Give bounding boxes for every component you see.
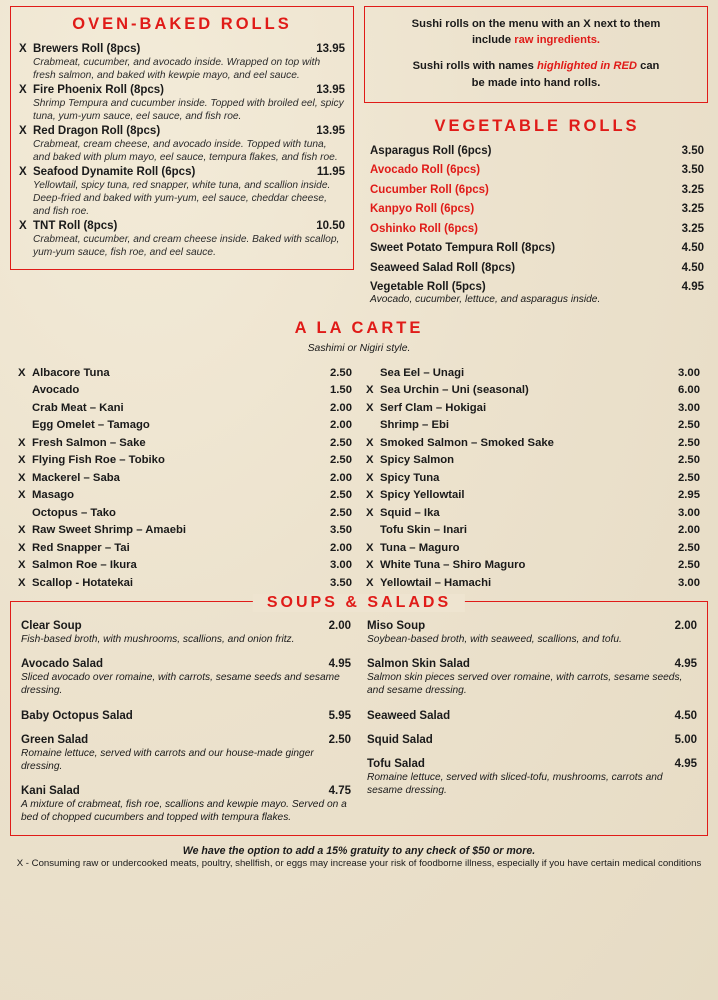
- item-name: Yellowtail – Hamachi: [380, 576, 492, 589]
- menu-item: [21, 785, 351, 825]
- item-price: 4.95: [674, 658, 697, 671]
- raw-marker: X: [18, 489, 26, 502]
- item-name: Salmon Roe – Ikura: [32, 559, 137, 572]
- item-name: Red Snapper – Tai: [32, 541, 130, 554]
- raw-marker: X: [18, 559, 26, 572]
- item-name: Serf Clam – Hokigai: [380, 401, 487, 414]
- item-price: 4.95: [674, 757, 697, 770]
- item-name: Avocado: [32, 384, 80, 397]
- item-price: 5.00: [674, 733, 697, 746]
- oven-baked-column: [10, 6, 354, 270]
- menu-item: [366, 437, 700, 449]
- menu-item: [367, 734, 697, 746]
- raw-marker: X: [366, 471, 374, 484]
- item-name: Squid – Ika: [380, 506, 440, 519]
- menu-item: [366, 367, 700, 379]
- item-name: Scallop - Hotatekai: [32, 576, 134, 589]
- a-la-carte-section: [10, 319, 708, 589]
- item-price: 4.95: [328, 658, 351, 671]
- item-price: 3.00: [678, 401, 700, 414]
- menu-item: [18, 384, 352, 396]
- menu-item: [366, 542, 700, 554]
- vegetable-rolls-section: [364, 117, 708, 306]
- item-price: 3.00: [330, 559, 352, 572]
- gratuity-note: We have the option to add a 15% gratuity to any check of $50 or more.: [182, 844, 536, 857]
- raw-marker: X: [18, 436, 26, 449]
- item-price: 2.50: [678, 559, 700, 572]
- item-name: Red Dragon Roll (8pcs): [33, 125, 161, 138]
- item-description: Crabmeat, cucumber, and cream cheese inside. Baked with scallop, yum-yum sauce, fish roe, and eel sauce.: [33, 234, 340, 259]
- item-price: 2.50: [678, 454, 700, 467]
- menu-item: [18, 472, 352, 484]
- item-description: Yellowtail, spicy tuna, red snapper, white tuna, and scallion inside. Deep-fried and baked with yum-yum, eel sauce, cheddar cheese, and fish roe.: [33, 180, 331, 218]
- notice-line-2: [377, 32, 695, 48]
- item-price: 4.50: [681, 242, 704, 255]
- item-price: 1.50: [330, 384, 352, 397]
- health-warning: X - Consuming raw or undercooked meats, poultry, shellfish, or eggs may increase your risk of foodborne illness, especially if you have certain medical conditions: [16, 857, 702, 869]
- notice-raw-ingredients: raw ingredients.: [514, 34, 601, 47]
- notice-x-marker: X: [583, 18, 591, 30]
- menu-item: [18, 437, 352, 449]
- top-section: [10, 6, 708, 305]
- menu-item: [370, 184, 704, 196]
- item-price: 2.00: [328, 619, 351, 632]
- item-price: 2.95: [678, 489, 700, 502]
- raw-marker: X: [18, 454, 26, 467]
- item-description: Avocado, cucumber, lettuce, and asparagus inside.: [370, 294, 601, 306]
- item-name: Asparagus Roll (6pcs): [370, 144, 492, 157]
- menu-item: [366, 559, 700, 571]
- notice-line3-c: can: [637, 60, 660, 73]
- item-name: Mackerel – Saba: [32, 471, 120, 484]
- menu-item: [19, 84, 345, 123]
- item-name: Crab Meat – Kani: [32, 401, 124, 414]
- soups-salads-title-wrap: [21, 592, 697, 612]
- item-price: 2.50: [330, 436, 352, 449]
- raw-marker: X: [19, 220, 27, 233]
- menu-item: [366, 577, 700, 589]
- menu-item: [370, 262, 704, 274]
- item-price: 13.95: [316, 125, 345, 138]
- menu-item: [370, 164, 704, 176]
- item-name: Squid Salad: [367, 733, 433, 746]
- item-description: Soybean-based broth, with seaweed, scallions, and tofu.: [367, 633, 622, 645]
- raw-marker: X: [19, 84, 27, 97]
- menu-item: [18, 402, 352, 414]
- item-name: Clear Soup: [21, 619, 82, 632]
- item-price: 2.50: [678, 471, 700, 484]
- menu-item: [21, 620, 351, 646]
- item-price: 2.50: [330, 454, 352, 467]
- raw-marker: X: [366, 436, 374, 449]
- item-name: Spicy Tuna: [380, 471, 440, 484]
- raw-marker: X: [19, 125, 27, 138]
- menu-item: [18, 489, 352, 501]
- a-la-carte-left-column: [18, 361, 352, 589]
- raw-marker: X: [19, 43, 27, 55]
- item-name: Sea Eel – Unagi: [380, 366, 465, 379]
- raw-marker: X: [18, 541, 26, 554]
- raw-marker: X: [18, 471, 26, 484]
- menu-item: [19, 43, 345, 82]
- raw-marker: X: [366, 559, 374, 572]
- item-price: 3.50: [330, 576, 352, 589]
- item-price: 3.50: [330, 524, 352, 537]
- menu-item: [21, 710, 351, 722]
- item-name: Albacore Tuna: [32, 366, 110, 379]
- item-name: Brewers Roll (8pcs): [33, 43, 141, 55]
- item-price: 4.50: [674, 709, 697, 722]
- item-name: Masago: [32, 489, 75, 502]
- item-price: 4.95: [681, 281, 704, 294]
- menu-item: [18, 367, 352, 379]
- item-name: Sweet Potato Tempura Roll (8pcs): [370, 242, 556, 255]
- menu-item: [366, 402, 700, 414]
- menu-item: [18, 419, 352, 431]
- menu-item: [18, 507, 352, 519]
- raw-marker: X: [366, 576, 374, 589]
- item-price: 2.00: [674, 619, 697, 632]
- vegetable-rolls-title: VEGETABLE ROLLS: [434, 116, 640, 135]
- item-name: Shrimp – Ebi: [380, 419, 450, 432]
- menu-item: [367, 710, 697, 722]
- oven-baked-box: [10, 6, 354, 270]
- item-price: 11.95: [316, 166, 345, 179]
- menu-item: [366, 489, 700, 501]
- raw-marker: X: [366, 489, 374, 502]
- item-price: 6.00: [678, 384, 700, 397]
- menu-item: [367, 658, 697, 698]
- item-price: 10.50: [316, 220, 345, 233]
- item-name: Tofu Salad: [367, 757, 425, 770]
- menu-item: [370, 242, 704, 254]
- menu-item: [366, 507, 700, 519]
- item-name: Avocado Salad: [21, 658, 104, 671]
- item-name: Egg Omelet – Tamago: [32, 419, 150, 432]
- item-price: 2.00: [678, 524, 700, 537]
- soups-salads-left-column: [21, 616, 351, 825]
- menu-item: [18, 524, 352, 536]
- item-name: Smoked Salmon – Smoked Sake: [380, 436, 554, 449]
- item-name: Avocado Roll (6pcs): [370, 164, 481, 177]
- notice-highlighted-red: highlighted in RED: [536, 60, 637, 73]
- item-price: 3.00: [678, 366, 700, 379]
- item-price: 3.00: [678, 576, 700, 589]
- item-name: Spicy Salmon: [380, 454, 455, 467]
- menu-item: [370, 203, 704, 215]
- item-price: 3.25: [681, 183, 704, 196]
- soups-salads-section: [10, 593, 708, 836]
- raw-marker: X: [366, 541, 374, 554]
- item-price: 2.00: [330, 471, 352, 484]
- item-description: Romaine lettuce, served with carrots and our house-made ginger dressing.: [21, 747, 314, 772]
- menu-item: [367, 758, 697, 798]
- item-description: A mixture of crabmeat, fish roe, scallions and kewpie mayo. Served on a bed of chopped cucumbers and topped with tempura flakes.: [21, 799, 347, 824]
- notice-line3-a: Sushi rolls with names: [412, 60, 537, 73]
- a-la-carte-subtitle: Sashimi or Nigiri style.: [307, 343, 411, 355]
- item-name: Salmon Skin Salad: [367, 658, 470, 671]
- item-name: Kani Salad: [21, 785, 80, 798]
- item-name: Seafood Dynamite Roll (6pcs): [33, 166, 196, 179]
- item-name: Tofu Skin – Inari: [380, 524, 468, 537]
- item-name: Fire Phoenix Roll (8pcs): [33, 84, 164, 97]
- raw-marker: X: [18, 576, 26, 589]
- item-description: Fish-based broth, with mushrooms, scallions, and onion fritz.: [21, 633, 295, 645]
- menu-item: [21, 658, 351, 698]
- item-price: 2.50: [330, 366, 352, 379]
- item-price: 3.25: [681, 203, 704, 216]
- item-description: Crabmeat, cream cheese, and avocado inside. Topped with tuna, and baked with plum mayo, eel sauce, tempura flakes, and fish roe.: [33, 139, 338, 164]
- item-name: Miso Soup: [367, 619, 426, 632]
- menu-item: [18, 559, 352, 571]
- menu-item: [366, 419, 700, 431]
- raw-marker: X: [18, 366, 26, 379]
- item-name: Baby Octopus Salad: [21, 709, 133, 722]
- item-price: 2.50: [678, 436, 700, 449]
- notice-line1-a: Sushi rolls on the menu with an: [411, 18, 584, 30]
- item-price: 4.75: [328, 785, 351, 798]
- item-name: Vegetable Roll (5pcs): [370, 281, 486, 294]
- a-la-carte-title: A LA CARTE: [294, 319, 424, 338]
- soups-salads-right-column: [367, 616, 697, 825]
- raw-ingredients-notice: [364, 6, 708, 103]
- menu-item: [370, 281, 704, 305]
- raw-marker: X: [366, 384, 374, 397]
- item-description: Crabmeat, cucumber, and avocado inside. Wrapped on top with fresh salmon, and baked with kewpie mayo, and eel sauce.: [33, 57, 321, 82]
- item-name: Sea Urchin – Uni (seasonal): [380, 384, 529, 397]
- item-price: 3.00: [678, 506, 700, 519]
- menu-item: [367, 620, 697, 646]
- item-price: 3.25: [681, 222, 704, 235]
- item-description: Shrimp Tempura and cucumber inside. Topped with broiled eel, spicy tuna, yum-yum sauce, eel sauce, and fish roe.: [33, 98, 344, 123]
- raw-marker: X: [366, 401, 374, 414]
- raw-marker: X: [366, 506, 374, 519]
- item-name: Oshinko Roll (6pcs): [370, 222, 478, 235]
- item-price: 2.00: [330, 541, 352, 554]
- item-name: Tuna – Maguro: [380, 541, 460, 554]
- item-price: 13.95: [316, 43, 345, 55]
- item-description: Salmon skin pieces served over romaine, with carrots, sesame seeds, and sesame dressing.: [367, 672, 683, 697]
- notice-line-4: be made into hand rolls.: [471, 76, 601, 89]
- item-price: 2.00: [330, 419, 352, 432]
- item-price: 13.95: [316, 84, 345, 97]
- footer: [10, 844, 708, 871]
- raw-marker: X: [366, 454, 374, 467]
- item-name: Seaweed Salad: [367, 709, 451, 722]
- notice-line1-b: next to them: [590, 18, 661, 30]
- item-name: Fresh Salmon – Sake: [32, 436, 146, 449]
- menu-item: [19, 220, 345, 259]
- menu-item: [18, 454, 352, 466]
- raw-marker: X: [19, 166, 27, 179]
- item-price: 4.50: [681, 261, 704, 274]
- item-name: Cucumber Roll (6pcs): [370, 183, 489, 196]
- menu-item: [366, 472, 700, 484]
- menu-item: [19, 125, 345, 164]
- item-price: 2.50: [330, 489, 352, 502]
- menu-item: [366, 524, 700, 536]
- item-name: Green Salad: [21, 733, 89, 746]
- item-price: 2.50: [330, 506, 352, 519]
- item-price: 2.00: [330, 401, 352, 414]
- item-name: White Tuna – Shiro Maguro: [380, 559, 526, 572]
- item-description: Romaine lettuce, served with sliced-tofu, mushrooms, carrots and sesame dressing.: [367, 771, 663, 796]
- item-name: Spicy Yellowtail: [380, 489, 465, 502]
- menu-item: [21, 734, 351, 774]
- menu-item: [366, 454, 700, 466]
- a-la-carte-right-column: [366, 361, 700, 589]
- item-name: Flying Fish Roe – Tobiko: [32, 454, 165, 467]
- item-name: Seaweed Salad Roll (8pcs): [370, 261, 516, 274]
- item-price: 3.50: [681, 144, 704, 157]
- item-name: Kanpyo Roll (6pcs): [370, 203, 475, 216]
- raw-marker: X: [18, 524, 26, 537]
- item-name: TNT Roll (8pcs): [33, 220, 118, 233]
- menu-item: [370, 223, 704, 235]
- menu-item: [370, 145, 704, 157]
- item-price: 2.50: [328, 733, 351, 746]
- item-name: Octopus – Tako: [32, 506, 116, 519]
- menu-item: [18, 577, 352, 589]
- right-column: [364, 6, 708, 305]
- item-description: Sliced avocado over romaine, with carrots, sesame seeds and sesame dressing.: [21, 672, 340, 697]
- menu-item: [19, 166, 345, 218]
- menu-item: [366, 384, 700, 396]
- notice-line-3: [377, 58, 695, 74]
- oven-baked-title: OVEN-BAKED ROLLS: [72, 15, 292, 33]
- notice-line2-a: include: [471, 34, 515, 47]
- item-price: 2.50: [678, 419, 700, 432]
- item-price: 3.50: [681, 164, 704, 177]
- item-price: 2.50: [678, 541, 700, 554]
- menu-item: [18, 542, 352, 554]
- soups-salads-title: SOUPS & SALADS: [253, 594, 465, 612]
- item-name: Raw Sweet Shrimp – Amaebi: [32, 524, 187, 537]
- item-price: 5.95: [328, 709, 351, 722]
- notice-line-1: [377, 16, 695, 32]
